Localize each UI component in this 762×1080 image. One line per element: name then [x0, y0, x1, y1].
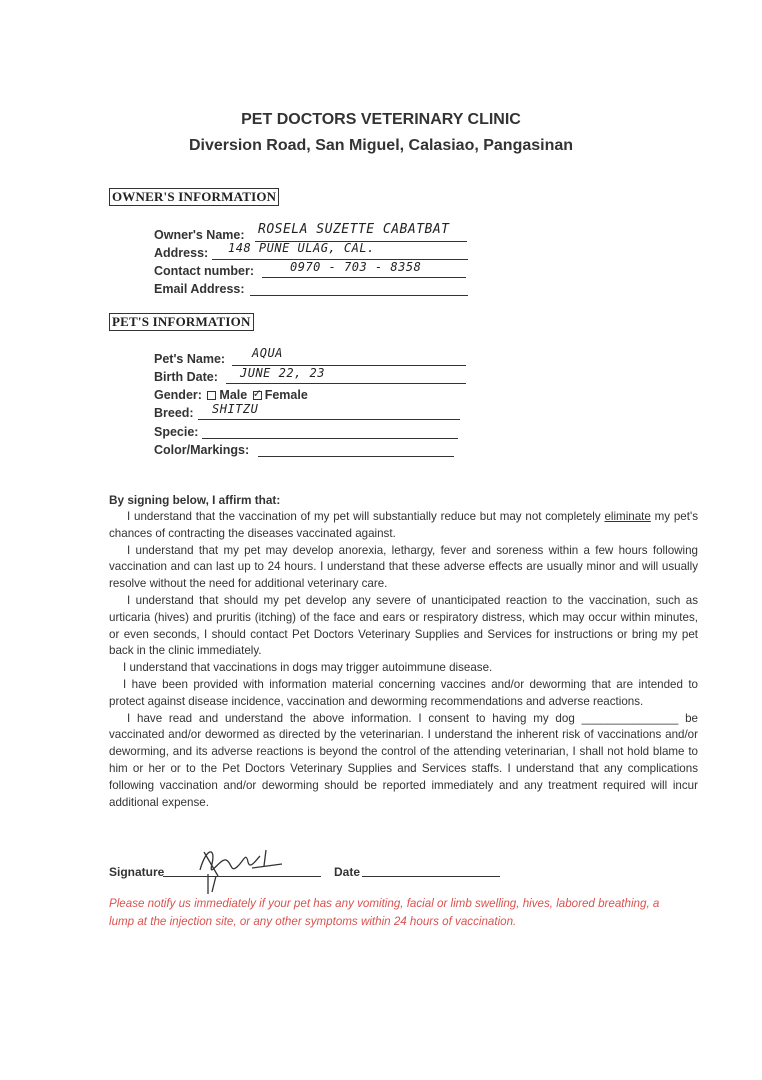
- owner-email-label: Email Address:: [154, 282, 245, 296]
- p1-underlined: eliminate: [604, 510, 651, 523]
- affirmation-p2: I understand that my pet may develop anorexia, lethargy, fever and soreness within a few hours following vaccination and can last up to 24 hours. I understand that these adverse effects are usually minor and will usually resolve without the need for additional veterinary care.: [109, 543, 698, 591]
- affirmation-p3: I understand that should my pet develop any severe of unanticipated reaction to the vaccination, such as urticaria (hives) and pruritis (itching) of the face and ears or respiratory distress, which may occur within minutes, or even seconds, I should contact Pet Doctors Veterinary Supplies and Services for instructions or bring my pet back in the clinic immediately.: [109, 593, 698, 658]
- affirmation-p4: I understand that vaccinations in dogs may trigger autoimmune disease.: [123, 661, 493, 675]
- affirmation-p5: I have been provided with information material concerning vaccines and/or deworming that are intended to protect against disease incidence, vaccination and deworming recommendations and adverse reactions.: [109, 677, 698, 708]
- gender-female-label: Female: [264, 388, 308, 402]
- clinic-address: Diversion Road, San Miguel, Calasiao, Pangasinan: [188, 137, 574, 154]
- female-checkbox[interactable]: [252, 387, 262, 400]
- owner-name-label: Owner's Name:: [154, 228, 245, 242]
- color-markings-line[interactable]: [258, 456, 454, 457]
- p6-start: I have read and understand the above information. I consent to having my dog: [127, 711, 575, 725]
- breed-value[interactable]: SHITZU: [212, 402, 259, 416]
- p1-end: my pet's chances of contracting the diseases vaccinated against.: [109, 510, 698, 540]
- birth-date-label: Birth Date:: [154, 370, 218, 384]
- female-check-mark: ✓: [252, 387, 262, 400]
- affirmation-p1: [109, 509, 698, 543]
- owner-address-value[interactable]: 148 PUNE ULAG, CAL.: [228, 241, 375, 255]
- p1-start: I understand that the vaccination of my pet will substantially reduce but may not completely: [127, 510, 605, 523]
- affirmation-body: [109, 509, 698, 811]
- owner-name-value[interactable]: ROSELA SUZETTE CABATBAT: [258, 222, 450, 237]
- pet-name-label: Pet's Name:: [154, 352, 226, 366]
- pet-section-heading: PET'S INFORMATION: [109, 313, 254, 331]
- gender-male-label: Male: [219, 388, 248, 402]
- male-checkbox[interactable]: [207, 391, 216, 400]
- p6-end: be vaccinated and/or dewormed as directed by the veterinarian. I understand the inherent risk of vaccinations and/or deworming, and its adverse reactions is beyond the control of the attending veterinarian, I shall not hold blame to him or her or to the Pet Doctors Veterinary Supplies and Services staffs. I understand that any complications following vaccination and/or deworming should be reported immediately and any treatment required will incur additional expense.: [109, 711, 698, 809]
- clinic-name: PET DOCTORS VETERINARY CLINIC: [241, 111, 521, 128]
- owner-section-heading: OWNER'S INFORMATION: [109, 188, 279, 206]
- date-line[interactable]: [362, 876, 500, 877]
- color-markings-label: Color/Markings:: [154, 443, 250, 457]
- date-label: Date: [334, 865, 361, 879]
- owner-address-label: Address:: [154, 246, 209, 260]
- owner-contact-label: Contact number:: [154, 264, 254, 278]
- gender-row: [154, 387, 308, 403]
- dog-name-blank[interactable]: _______________: [581, 711, 679, 725]
- breed-label: Breed:: [154, 406, 194, 420]
- footer-note: Please notify us immediately if your pet has any vomiting, facial or limb swelling, hives, labored breathing, a lump at the injection site, or any other symptoms within 24 hours of vaccination.: [109, 897, 660, 928]
- specie-label: Specie:: [154, 425, 199, 439]
- birth-date-value[interactable]: JUNE 22, 23: [240, 366, 325, 380]
- breed-line: [198, 419, 460, 420]
- signature-label: Signature: [109, 865, 165, 879]
- owner-contact-line: [262, 277, 466, 278]
- gender-label: Gender:: [154, 388, 202, 402]
- affirmation-p6: [109, 711, 698, 812]
- pet-name-value[interactable]: AQUA: [252, 346, 283, 360]
- birth-date-line: [226, 383, 466, 384]
- owner-contact-value[interactable]: 0970 - 703 - 8358: [290, 260, 422, 274]
- specie-line[interactable]: [202, 438, 458, 439]
- owner-email-line[interactable]: [250, 295, 468, 296]
- handwritten-signature: [186, 840, 296, 896]
- affirmation-heading: By signing below, I affirm that:: [109, 493, 281, 507]
